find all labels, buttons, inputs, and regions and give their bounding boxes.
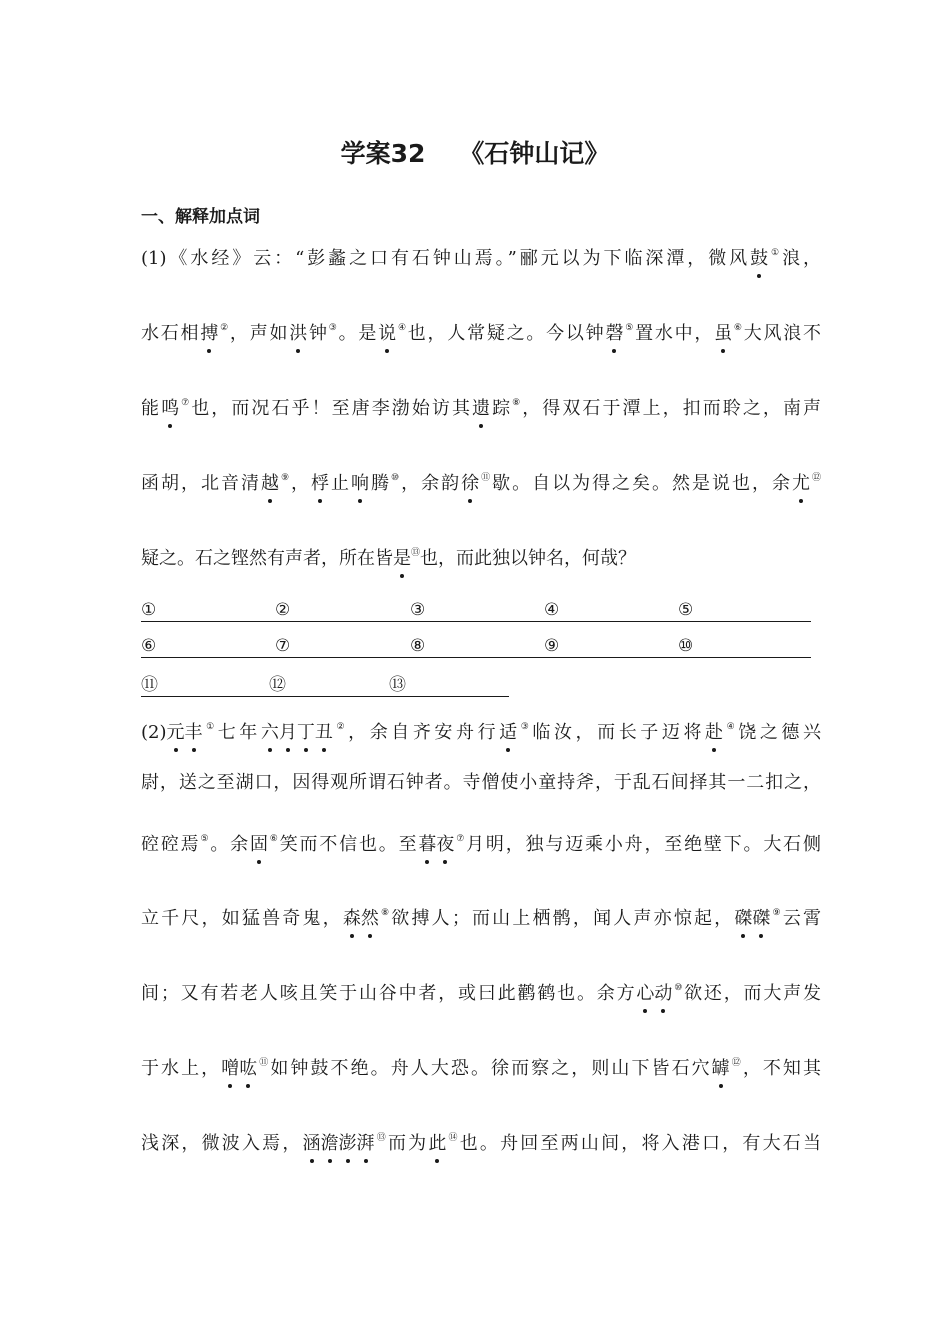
passage1-line-2 bbox=[141, 322, 821, 346]
emphasized-word: 动 bbox=[654, 983, 673, 1004]
page-title bbox=[0, 134, 950, 170]
emphasized-word: 噌 bbox=[221, 1058, 240, 1079]
text-run: 能 bbox=[141, 398, 162, 419]
text-run: 于水上， bbox=[141, 1058, 222, 1079]
emphasized-word: 越 bbox=[260, 473, 279, 494]
note-marker: ⑬ bbox=[411, 548, 421, 558]
answer-label-10: ⑩ bbox=[678, 636, 694, 656]
emphasized-word: 夜 bbox=[436, 834, 455, 855]
answer-blank-11[interactable] bbox=[141, 675, 269, 697]
emphasized-word: 丁 bbox=[296, 722, 315, 743]
emphasized-word: 澹 bbox=[320, 1133, 339, 1154]
note-marker: ⑦ bbox=[179, 398, 192, 408]
text-run: 月明，独与迈乘小舟，至绝壁下。大石侧 bbox=[466, 834, 821, 855]
text-run: 也，人常疑之。今以钟 bbox=[407, 323, 606, 344]
answer-label-8: ⑧ bbox=[410, 636, 426, 656]
note-marker: ⑫ bbox=[729, 1058, 743, 1068]
answer-label-12: ⑫ bbox=[269, 675, 286, 695]
text-run: 。是 bbox=[338, 323, 379, 344]
answer-blank-13[interactable] bbox=[389, 675, 509, 697]
answer-blank-10[interactable] bbox=[678, 636, 811, 658]
answer-label-9: ⑨ bbox=[544, 636, 560, 656]
text-run: 止 bbox=[329, 473, 352, 494]
text-run: 如钟鼓不绝。舟人大恐。徐而察之，则山下皆石穴 bbox=[270, 1058, 712, 1079]
emphasized-word: 元 bbox=[166, 722, 185, 743]
emphasized-word: 是 bbox=[393, 548, 411, 569]
text-run: 欲还，而大声发 bbox=[684, 983, 822, 1004]
text-run: 。余 bbox=[210, 834, 250, 855]
text-run: 钟 bbox=[307, 323, 329, 344]
text-run: 也，而况石乎！至唐李渤始访其 bbox=[191, 398, 473, 419]
emphasized-word: 吰 bbox=[239, 1058, 258, 1079]
text-run: 大风浪不 bbox=[743, 323, 822, 344]
answer-blank-6[interactable] bbox=[141, 636, 275, 658]
note-marker: ⑨ bbox=[278, 473, 292, 483]
answer-blank-7[interactable] bbox=[275, 636, 410, 658]
emphasized-word: 搏 bbox=[200, 323, 219, 344]
text-run: ，得双石于潭上，扣而聆之，南声 bbox=[522, 398, 822, 419]
emphasized-word: 暮 bbox=[418, 834, 437, 855]
note-marker: ⑪ bbox=[257, 1058, 271, 1068]
passage1-line-1 bbox=[141, 247, 821, 271]
text-run: 函胡，北音清 bbox=[141, 473, 261, 494]
answer-blank-9[interactable] bbox=[544, 636, 678, 658]
emphasized-word: 适 bbox=[499, 722, 518, 743]
text-run: 临汝，而长子迈将 bbox=[532, 722, 706, 743]
note-marker: ⑥ bbox=[732, 323, 744, 333]
text-run: 硿硿焉 bbox=[141, 834, 201, 855]
passage1-line-4 bbox=[141, 472, 821, 496]
emphasized-word: 月 bbox=[278, 722, 297, 743]
text-run: ，声如 bbox=[229, 323, 290, 344]
text-run: 浪， bbox=[782, 248, 822, 269]
emphasized-word: 澎 bbox=[338, 1133, 357, 1154]
text-run: 云霄 bbox=[782, 908, 821, 929]
emphasized-word: 此 bbox=[428, 1133, 447, 1154]
emphasized-word: 洪 bbox=[289, 323, 308, 344]
emphasized-word: 涵 bbox=[302, 1133, 321, 1154]
text-run: 尉，送之至湖口，因得观所谓石钟者。寺僧使小童持斧，于乱石间择其一二扣之， bbox=[141, 772, 821, 793]
emphasized-word: 赴 bbox=[705, 722, 724, 743]
note-marker: ⑦ bbox=[454, 834, 467, 844]
text-run: 笑而不信也。至 bbox=[279, 834, 419, 855]
answer-label-4: ④ bbox=[544, 600, 560, 620]
emphasized-word: 尤 bbox=[792, 473, 811, 494]
emphasized-word: 鸣 bbox=[161, 398, 180, 419]
text-run: (1)《水经》云：“彭蠡之口有石钟山焉。”郦元以为下临深潭，微风 bbox=[141, 248, 751, 269]
answer-label-5: ⑤ bbox=[678, 600, 694, 620]
note-marker: ⑨ bbox=[770, 908, 783, 918]
note-marker: ⑩ bbox=[672, 983, 685, 993]
answer-label-13: ⑬ bbox=[389, 675, 406, 695]
section-heading: 一、解释加点词 bbox=[141, 207, 260, 227]
emphasized-word: 桴 bbox=[311, 473, 330, 494]
answer-label-7: ⑦ bbox=[275, 636, 291, 656]
emphasized-word: 心 bbox=[636, 983, 655, 1004]
answer-label-2: ② bbox=[275, 600, 291, 620]
answer-blank-5[interactable] bbox=[678, 600, 811, 622]
note-marker: ⑩ bbox=[391, 473, 402, 483]
text-run: 疑之。石之铿然有声者，所在皆 bbox=[141, 548, 393, 569]
note-marker: ⑪ bbox=[479, 473, 493, 483]
emphasized-word: 丑 bbox=[314, 722, 333, 743]
text-run: 置水中， bbox=[635, 323, 715, 344]
passage2-line-5 bbox=[141, 982, 821, 1006]
text-run: ，余韵 bbox=[401, 473, 462, 494]
text-run: 浅深，微波入焉， bbox=[141, 1133, 303, 1154]
emphasized-word: 森 bbox=[342, 908, 361, 929]
text-run: 而为 bbox=[387, 1133, 429, 1154]
passage2-line-7 bbox=[141, 1132, 821, 1156]
passage2-line-1 bbox=[141, 721, 821, 745]
text-run: 歇。自以为得之矣。然是说也，余 bbox=[492, 473, 793, 494]
text-run: 欲搏人；而山上栖鹘，闻人声亦惊起， bbox=[391, 908, 735, 929]
text-run: 间；又有若老人咳且笑于山谷中者，或曰此鹳鹤也。余方 bbox=[141, 983, 637, 1004]
text-run: 也，而此独以钟名，何哉？ bbox=[420, 548, 637, 569]
answer-label-11: ⑪ bbox=[141, 675, 158, 695]
emphasized-word: 磔 bbox=[752, 908, 771, 929]
passage2-line-6 bbox=[141, 1057, 821, 1081]
note-marker: ① bbox=[202, 722, 218, 732]
emphasized-word: 徐 bbox=[461, 473, 480, 494]
passage2-line-3 bbox=[141, 833, 821, 857]
note-marker: ⑤ bbox=[623, 323, 636, 333]
note-marker: ⑫ bbox=[810, 473, 822, 483]
emphasized-word: 说 bbox=[378, 323, 397, 344]
answer-label-6: ⑥ bbox=[141, 636, 157, 656]
emphasized-word: 磬 bbox=[605, 323, 624, 344]
emphasized-word: 响 bbox=[351, 473, 370, 494]
text-run: 也。舟回至两山间，将入港口，有大石当 bbox=[459, 1133, 821, 1154]
text-run: ，不知其 bbox=[742, 1058, 821, 1079]
title-sub: 《石钟山记》 bbox=[459, 139, 610, 168]
emphasized-word: 罅 bbox=[711, 1058, 730, 1079]
text-run: ， bbox=[291, 473, 312, 494]
note-marker: ⑥ bbox=[267, 834, 280, 844]
emphasized-word: 遗 bbox=[472, 398, 491, 419]
answer-label-3: ③ bbox=[410, 600, 426, 620]
note-marker: ② bbox=[332, 722, 349, 732]
title-main: 学案32 bbox=[340, 139, 426, 168]
note-marker: ① bbox=[768, 248, 783, 258]
answer-blank-12[interactable] bbox=[269, 675, 389, 697]
text-run: 踪 bbox=[490, 398, 513, 419]
note-marker: ④ bbox=[723, 722, 739, 732]
note-marker: ⑧ bbox=[512, 398, 523, 408]
answer-blank-1[interactable] bbox=[141, 600, 275, 622]
emphasized-word: 六 bbox=[260, 722, 279, 743]
note-marker: ② bbox=[218, 323, 230, 333]
text-run: 立千尺，如猛兽奇鬼， bbox=[141, 908, 343, 929]
passage1-line-3 bbox=[141, 397, 821, 421]
passage1-line-5 bbox=[141, 547, 821, 571]
note-marker: ④ bbox=[396, 323, 408, 333]
answer-blank-8[interactable] bbox=[410, 636, 544, 658]
emphasized-word: 虽 bbox=[714, 323, 733, 344]
note-marker: ⑭ bbox=[446, 1133, 460, 1143]
answer-blank-3[interactable] bbox=[410, 600, 544, 622]
note-marker: ⑬ bbox=[374, 1133, 388, 1143]
note-marker: ③ bbox=[517, 722, 533, 732]
emphasized-word: 固 bbox=[249, 834, 268, 855]
note-marker: ③ bbox=[328, 323, 339, 333]
text-run: 饶之德兴 bbox=[738, 722, 821, 743]
text-run: ，余自齐安舟行 bbox=[348, 722, 500, 743]
text-run: 水石相 bbox=[141, 323, 201, 344]
text-run: 七年 bbox=[217, 722, 261, 743]
emphasized-word: 鼓 bbox=[750, 248, 769, 269]
answer-label-1: ① bbox=[141, 600, 157, 620]
emphasized-word: 丰 bbox=[184, 722, 203, 743]
text-run: 腾 bbox=[369, 473, 392, 494]
text-run: (2) bbox=[141, 722, 167, 743]
emphasized-word: 磔 bbox=[734, 908, 753, 929]
emphasized-word: 然 bbox=[360, 908, 379, 929]
passage2-line-4 bbox=[141, 907, 821, 931]
note-marker: ⑤ bbox=[200, 834, 211, 844]
answer-blank-2[interactable] bbox=[275, 600, 410, 622]
passage2-line-2 bbox=[141, 771, 821, 795]
emphasized-word: 湃 bbox=[356, 1133, 375, 1154]
answer-blank-4[interactable] bbox=[544, 600, 678, 622]
note-marker: ⑧ bbox=[378, 908, 392, 918]
